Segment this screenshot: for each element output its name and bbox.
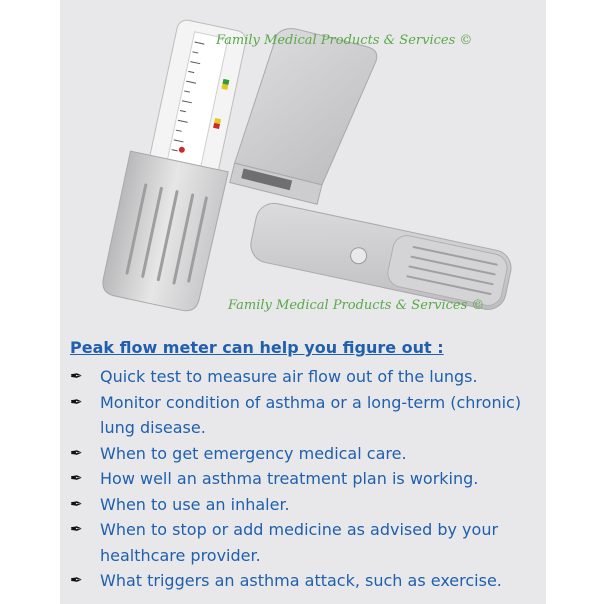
list-item-text: How well an asthma treatment plan is working. [100,469,479,488]
peak-flow-meter-photo [60,0,546,330]
section-heading: Peak flow meter can help you figure out : [70,338,444,357]
watermark-top: Family Medical Products & Services © [216,33,473,48]
pen-nib-bullet-icon: ✒ [70,469,83,487]
list-item-text: Quick test to measure air flow out of the lungs. [100,367,478,386]
list-item-text: When to get emergency medical care. [100,443,407,463]
list-item [70,364,540,390]
benefit-list [70,364,540,594]
list-item [70,441,540,467]
list-item-text: When to stop or add medicine as advised by your healthcare provider. [100,520,499,565]
meter-cap [230,22,379,209]
closed-meter [248,200,515,313]
list-item [70,492,540,518]
pen-nib-bullet-icon: ✒ [70,367,83,385]
pen-nib-bullet-icon: ✒ [70,520,83,538]
pen-nib-bullet-icon: ✒ [70,443,83,462]
list-item-text: Monitor condition of asthma or a long-term (chronic) lung disease. [100,392,522,437]
list-item-text: When to use an inhaler. [100,494,290,514]
list-item-text: What triggers an asthma attack, such as exercise. [100,571,502,590]
pen-nib-bullet-icon: ✒ [70,571,83,589]
list-item [70,517,540,568]
list-item [70,466,540,492]
pen-nib-bullet-icon: ✒ [70,494,83,513]
list-item [70,390,540,441]
pen-nib-bullet-icon: ✒ [70,392,83,411]
open-meter [100,14,257,314]
list-item [70,568,540,594]
watermark-bottom: Family Medical Products & Services © [228,298,485,313]
